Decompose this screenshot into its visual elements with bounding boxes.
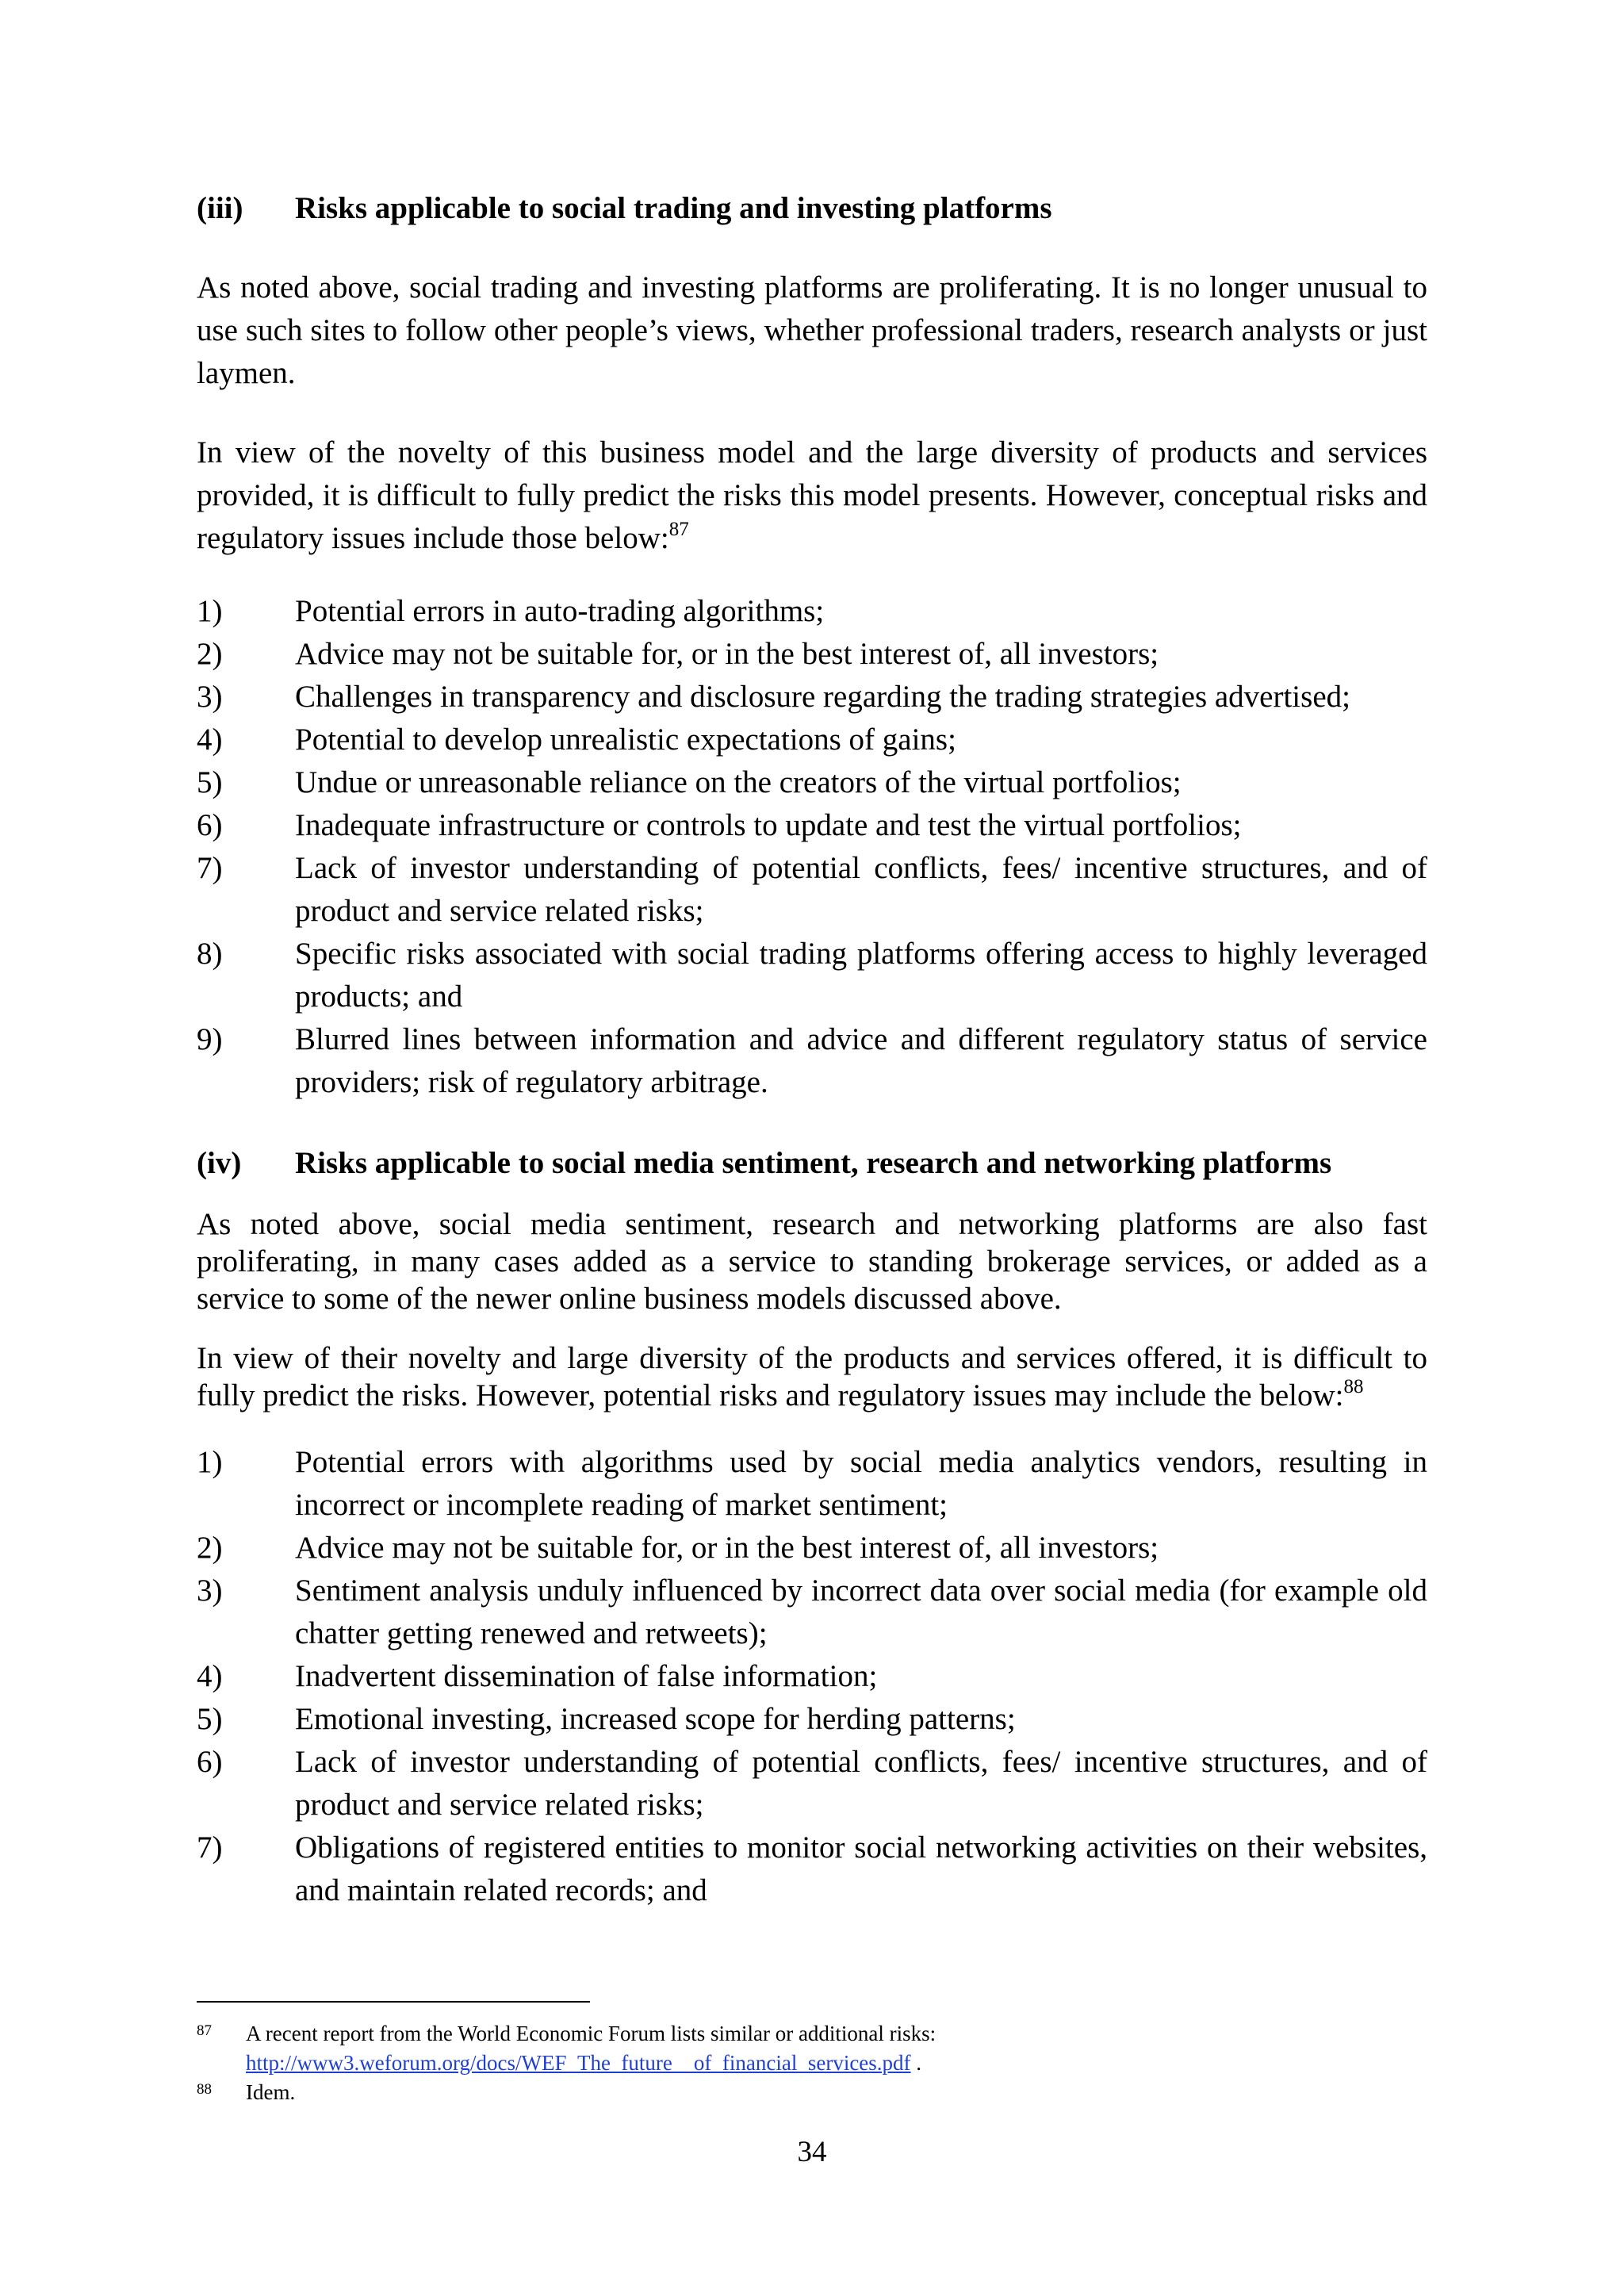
list-item-text: Lack of investor understanding of potential conflicts, fees/ incentive structures, and of product and service related risks; — [295, 1745, 1427, 1822]
risk-list-iii — [197, 590, 1427, 1104]
list-item-number: 3) — [197, 680, 223, 714]
list-item-number: 1) — [197, 1445, 223, 1479]
footnote-text: Idem. — [246, 2080, 296, 2104]
list-item-text: Potential errors with algorithms used by social media analytics vendors, resulting in incorrect or incomplete reading of market sentiment; — [295, 1445, 1427, 1522]
list-item — [197, 1698, 1427, 1741]
list-item-text: Inadvertent dissemination of false information; — [295, 1659, 878, 1693]
list-item-number: 5) — [197, 1702, 223, 1736]
footnote-divider — [197, 2001, 590, 2003]
list-item-text: Lack of investor understanding of potential conflicts, fees/ incentive structures, and of product and service related risks; — [295, 851, 1427, 928]
paragraph: As noted above, social media sentiment, research and networking platforms are also fast proliferating, in many cases added as a service to standing brokerage services, or added as a service to some of the newer online business models discussed above. — [197, 1207, 1427, 1316]
list-item-number: 7) — [197, 851, 223, 885]
paragraph — [197, 431, 1427, 560]
footnote-mark: 88 — [197, 2081, 212, 2098]
footnote-body: A recent report from the World Economic Forum lists similar or additional risks: — [246, 2022, 936, 2045]
list-item — [197, 1018, 1427, 1104]
list-item-number: 5) — [197, 765, 223, 799]
list-item — [197, 1527, 1427, 1570]
list-item-text: Obligations of registered entities to monitor social networking activities on their websites, and maintain related records; and — [295, 1830, 1427, 1907]
footnote-ref[interactable]: 88 — [1343, 1376, 1364, 1397]
list-item-number: 2) — [197, 637, 223, 671]
footnote-text — [246, 2019, 936, 2078]
list-item-number: 3) — [197, 1573, 223, 1608]
list-item — [197, 1441, 1427, 1527]
paragraph-text: In view of their novelty and large diversity of the products and services offered, it is difficult to fully predict the risks. However, potential risks and regulatory issues may include the below: — [197, 1341, 1427, 1412]
footnote-link[interactable]: http://www3.weforum.org/docs/WEF_The_future__of_financial_services.pdf — [246, 2051, 911, 2075]
section-heading-iv — [197, 1142, 1427, 1185]
list-item-text: Inadequate infrastructure or controls to update and test the virtual portfolios; — [295, 808, 1242, 842]
list-item — [197, 1655, 1427, 1698]
list-item-number: 7) — [197, 1830, 223, 1865]
list-item-text: Advice may not be suitable for, or in the best interest of, all investors; — [295, 637, 1159, 671]
section-number: (iii) — [197, 191, 243, 225]
list-item-text: Potential errors in auto-trading algorithms; — [295, 594, 825, 628]
list-item-number: 6) — [197, 1745, 223, 1779]
footnote-mark: 87 — [197, 2022, 212, 2039]
document-page — [197, 187, 1427, 1912]
list-item-text: Potential to develop unrealistic expectations of gains; — [295, 723, 956, 757]
list-item — [197, 761, 1427, 804]
section-heading-iii — [197, 187, 1427, 230]
footnote-trailing: . — [910, 2051, 922, 2075]
paragraph-text: In view of the novelty of this business model and the large diversity of products and services provided, it is difficult to fully predict the risks this model presents. However, conceptual risks and regulatory issues include those below: — [197, 435, 1427, 555]
list-item — [197, 1741, 1427, 1826]
list-item-number: 9) — [197, 1022, 223, 1056]
footnote-88 — [197, 2078, 1427, 2107]
list-item-text: Advice may not be suitable for, or in the best interest of, all investors; — [295, 1531, 1159, 1565]
paragraph — [197, 1340, 1427, 1414]
footnote-87 — [197, 2019, 1427, 2078]
list-item-text: Undue or unreasonable reliance on the creators of the virtual portfolios; — [295, 765, 1182, 799]
paragraph: As noted above, social trading and investing platforms are proliferating. It is no longer unusual to use such sites to follow other people’s views, whether professional traders, research analysts or just laymen. — [197, 270, 1427, 390]
list-item — [197, 676, 1427, 719]
list-item-text: Specific risks associated with social trading platforms offering access to highly leveraged products; and — [295, 937, 1427, 1014]
list-item-number: 8) — [197, 937, 223, 971]
page-number: 34 — [797, 2136, 827, 2168]
list-item-number: 4) — [197, 723, 223, 757]
list-item-text: Challenges in transparency and disclosure regarding the trading strategies advertised; — [295, 680, 1350, 714]
list-item — [197, 933, 1427, 1018]
list-item — [197, 633, 1427, 676]
list-item — [197, 590, 1427, 633]
section-title: Risks applicable to social trading and investing platforms — [295, 191, 1052, 225]
list-item — [197, 1826, 1427, 1912]
list-item — [197, 847, 1427, 933]
list-item — [197, 804, 1427, 847]
footnote-ref[interactable]: 87 — [668, 519, 689, 540]
list-item — [197, 1570, 1427, 1655]
list-item-text: Sentiment analysis unduly influenced by incorrect data over social media (for example old chatter getting renewed and retweets); — [295, 1573, 1427, 1650]
list-item — [197, 719, 1427, 761]
section-number: (iv) — [197, 1146, 242, 1180]
list-item-text: Emotional investing, increased scope for herding patterns; — [295, 1702, 1016, 1736]
list-item-number: 4) — [197, 1659, 223, 1693]
list-item-number: 1) — [197, 594, 223, 628]
list-item-text: Blurred lines between information and advice and different regulatory status of service providers; risk of regulatory arbitrage. — [295, 1022, 1427, 1099]
risk-list-iv — [197, 1441, 1427, 1912]
section-title: Risks applicable to social media sentiment, research and networking platforms — [295, 1146, 1332, 1180]
footnotes — [197, 2019, 1427, 2107]
list-item-number: 6) — [197, 808, 223, 842]
list-item-number: 2) — [197, 1531, 223, 1565]
